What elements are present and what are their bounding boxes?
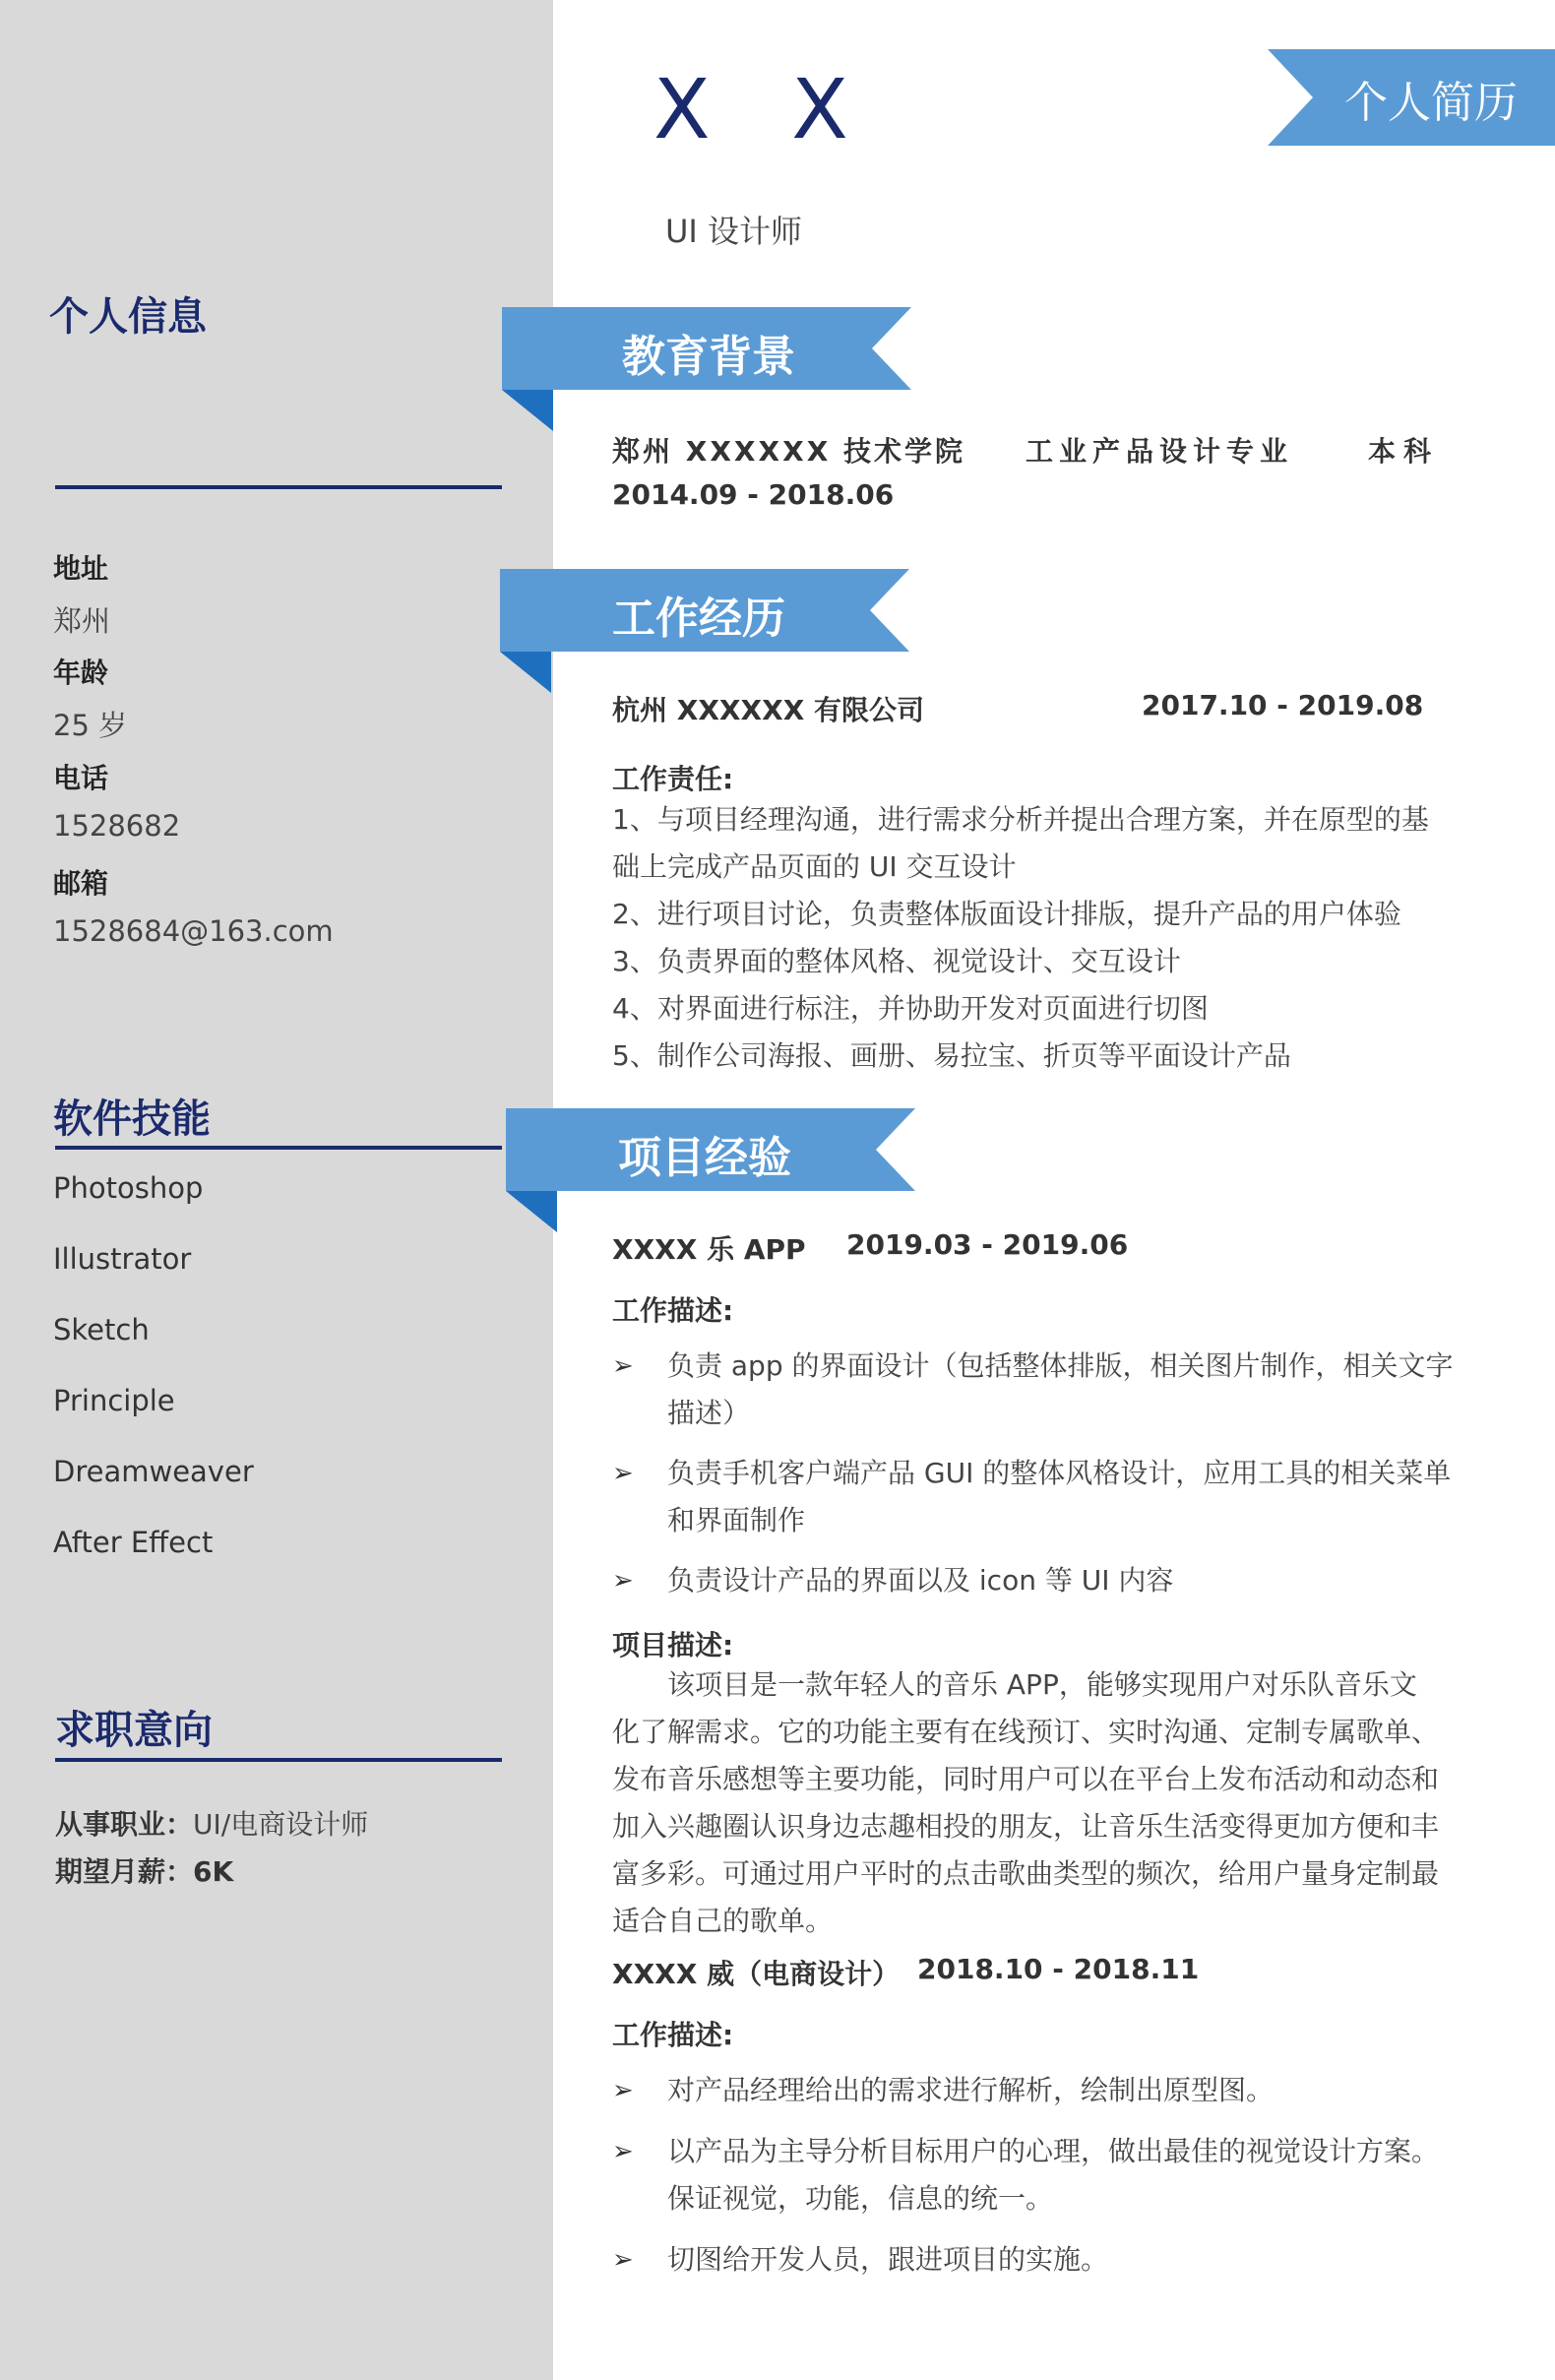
work-duty-item: 2、进行项目讨论，负责整体版面设计排版，提升产品的用户体验 bbox=[612, 898, 1401, 930]
work-title: 工作经历 bbox=[612, 594, 785, 644]
candidate-name: X X bbox=[653, 61, 876, 157]
skill-item: After Effect bbox=[53, 1526, 214, 1559]
project-name: XXXX 乐 APP bbox=[612, 1233, 806, 1266]
phone-label: 电话 bbox=[53, 762, 109, 794]
intent-salary-value: 6K bbox=[193, 1855, 234, 1888]
projects-title: 项目经验 bbox=[618, 1133, 791, 1183]
intent-occupation bbox=[55, 1803, 368, 1843]
work-duty-label: 工作责任: bbox=[612, 763, 734, 795]
work-dates: 2017.10 - 2019.08 bbox=[1142, 689, 1424, 721]
age-label: 年龄 bbox=[53, 657, 109, 689]
skill-item: Illustrator bbox=[53, 1242, 192, 1276]
intent-salary-label: 期望月薪： bbox=[55, 1855, 194, 1888]
project-work-label: 工作描述: bbox=[612, 1294, 734, 1327]
education-degree: 本科 bbox=[1368, 435, 1440, 468]
skill-item: Principle bbox=[53, 1384, 175, 1417]
arrow-bullet-icon: ➢ bbox=[612, 1566, 634, 1596]
personal-info-rule bbox=[55, 485, 502, 489]
work-company: 杭州 XXXXXX 有限公司 bbox=[612, 694, 925, 726]
skill-item: Photoshop bbox=[53, 1171, 204, 1205]
intent-heading: 求职意向 bbox=[55, 1708, 213, 1753]
project-bullet: ➢ 负责设计产品的界面以及 icon 等 UI 内容 bbox=[612, 1557, 1439, 1606]
work-duty-item: 5、制作公司海报、画册、易拉宝、折页等平面设计产品 bbox=[612, 1039, 1291, 1072]
arrow-bullet-icon: ➢ bbox=[612, 2076, 634, 2105]
intent-salary bbox=[55, 1850, 233, 1890]
candidate-role: UI 设计师 bbox=[665, 213, 803, 250]
skills-heading: 软件技能 bbox=[53, 1096, 211, 1142]
age-value: 25 岁 bbox=[53, 709, 128, 742]
project-bullet: ➢ 切图给开发人员，跟进项目的实施。 bbox=[612, 2236, 1439, 2286]
project-dates: 2018.10 - 2018.11 bbox=[917, 1953, 1200, 1985]
work-duty-item: 3、负责界面的整体风格、视觉设计、交互设计 bbox=[612, 945, 1181, 977]
project-desc-label: 项目描述: bbox=[612, 1629, 734, 1661]
arrow-bullet-icon: ➢ bbox=[612, 1351, 634, 1381]
arrow-bullet-icon: ➢ bbox=[612, 2245, 634, 2275]
education-school: 郑州 XXXXXX 技术学院 bbox=[612, 435, 966, 468]
work-duty-item: 4、对界面进行标注，并协助开发对页面进行切图 bbox=[612, 992, 1209, 1025]
skill-item: Dreamweaver bbox=[53, 1455, 254, 1488]
intent-rule bbox=[55, 1758, 502, 1762]
intent-occupation-value: UI/电商设计师 bbox=[193, 1808, 369, 1841]
project-description: 该项目是一款年轻人的音乐 APP，能够实现用户对乐队音乐文化了解需求。它的功能主要有在线预订、实时沟通、定制专属歌单、发布音乐感想等主要功能，同时用户可以在平台上发布活动和动态和加入兴趣圈认识身边志趣相投的朋友，让音乐生活变得更加方便和丰富多彩。可通过用户平时的点击歌曲类型的频次，给用户量身定制最适合自己的歌单。 bbox=[612, 1668, 1440, 1937]
intent-occupation-label: 从事职业： bbox=[55, 1808, 194, 1841]
work-duty-item: 1、与项目经理沟通，进行需求分析并提出合理方案，并在原型的基础上完成产品页面的 UI 交互设计 bbox=[612, 803, 1429, 883]
arrow-bullet-icon: ➢ bbox=[612, 1459, 634, 1488]
email-label: 邮箱 bbox=[53, 867, 109, 900]
project-bullet: ➢ 负责 app 的界面设计（包括整体排版，相关图片制作，相关文字描述） bbox=[612, 1343, 1439, 1441]
skill-item: Sketch bbox=[53, 1313, 150, 1347]
project-bullet: ➢ 负责手机客户端产品 GUI 的整体风格设计，应用工具的相关菜单和界面制作 bbox=[612, 1450, 1439, 1548]
address-label: 地址 bbox=[53, 552, 109, 585]
arrow-bullet-icon: ➢ bbox=[612, 2137, 634, 2166]
project-bullet: ➢ 以产品为主导分析目标用户的心理，做出最佳的视觉设计方案。保证视觉，功能，信息的统一。 bbox=[612, 2128, 1439, 2226]
project-work-label: 工作描述: bbox=[612, 2019, 734, 2051]
address-value: 郑州 bbox=[53, 604, 111, 638]
phone-value: 1528682 bbox=[53, 809, 181, 843]
project-dates: 2019.03 - 2019.06 bbox=[846, 1228, 1129, 1261]
education-major: 工业产品设计专业 bbox=[1026, 435, 1294, 468]
education-title: 教育背景 bbox=[622, 332, 795, 382]
resume-tag-text: 个人简历 bbox=[1344, 78, 1518, 128]
email-value: 1528684@163.com bbox=[53, 914, 334, 948]
project-name: XXXX 威（电商设计） bbox=[612, 1958, 901, 1990]
personal-info-heading: 个人信息 bbox=[49, 294, 207, 340]
project-bullet: ➢ 对产品经理给出的需求进行解析，绘制出原型图。 bbox=[612, 2067, 1439, 2116]
education-dates: 2014.09 - 2018.06 bbox=[612, 478, 895, 511]
skills-rule bbox=[55, 1146, 502, 1150]
